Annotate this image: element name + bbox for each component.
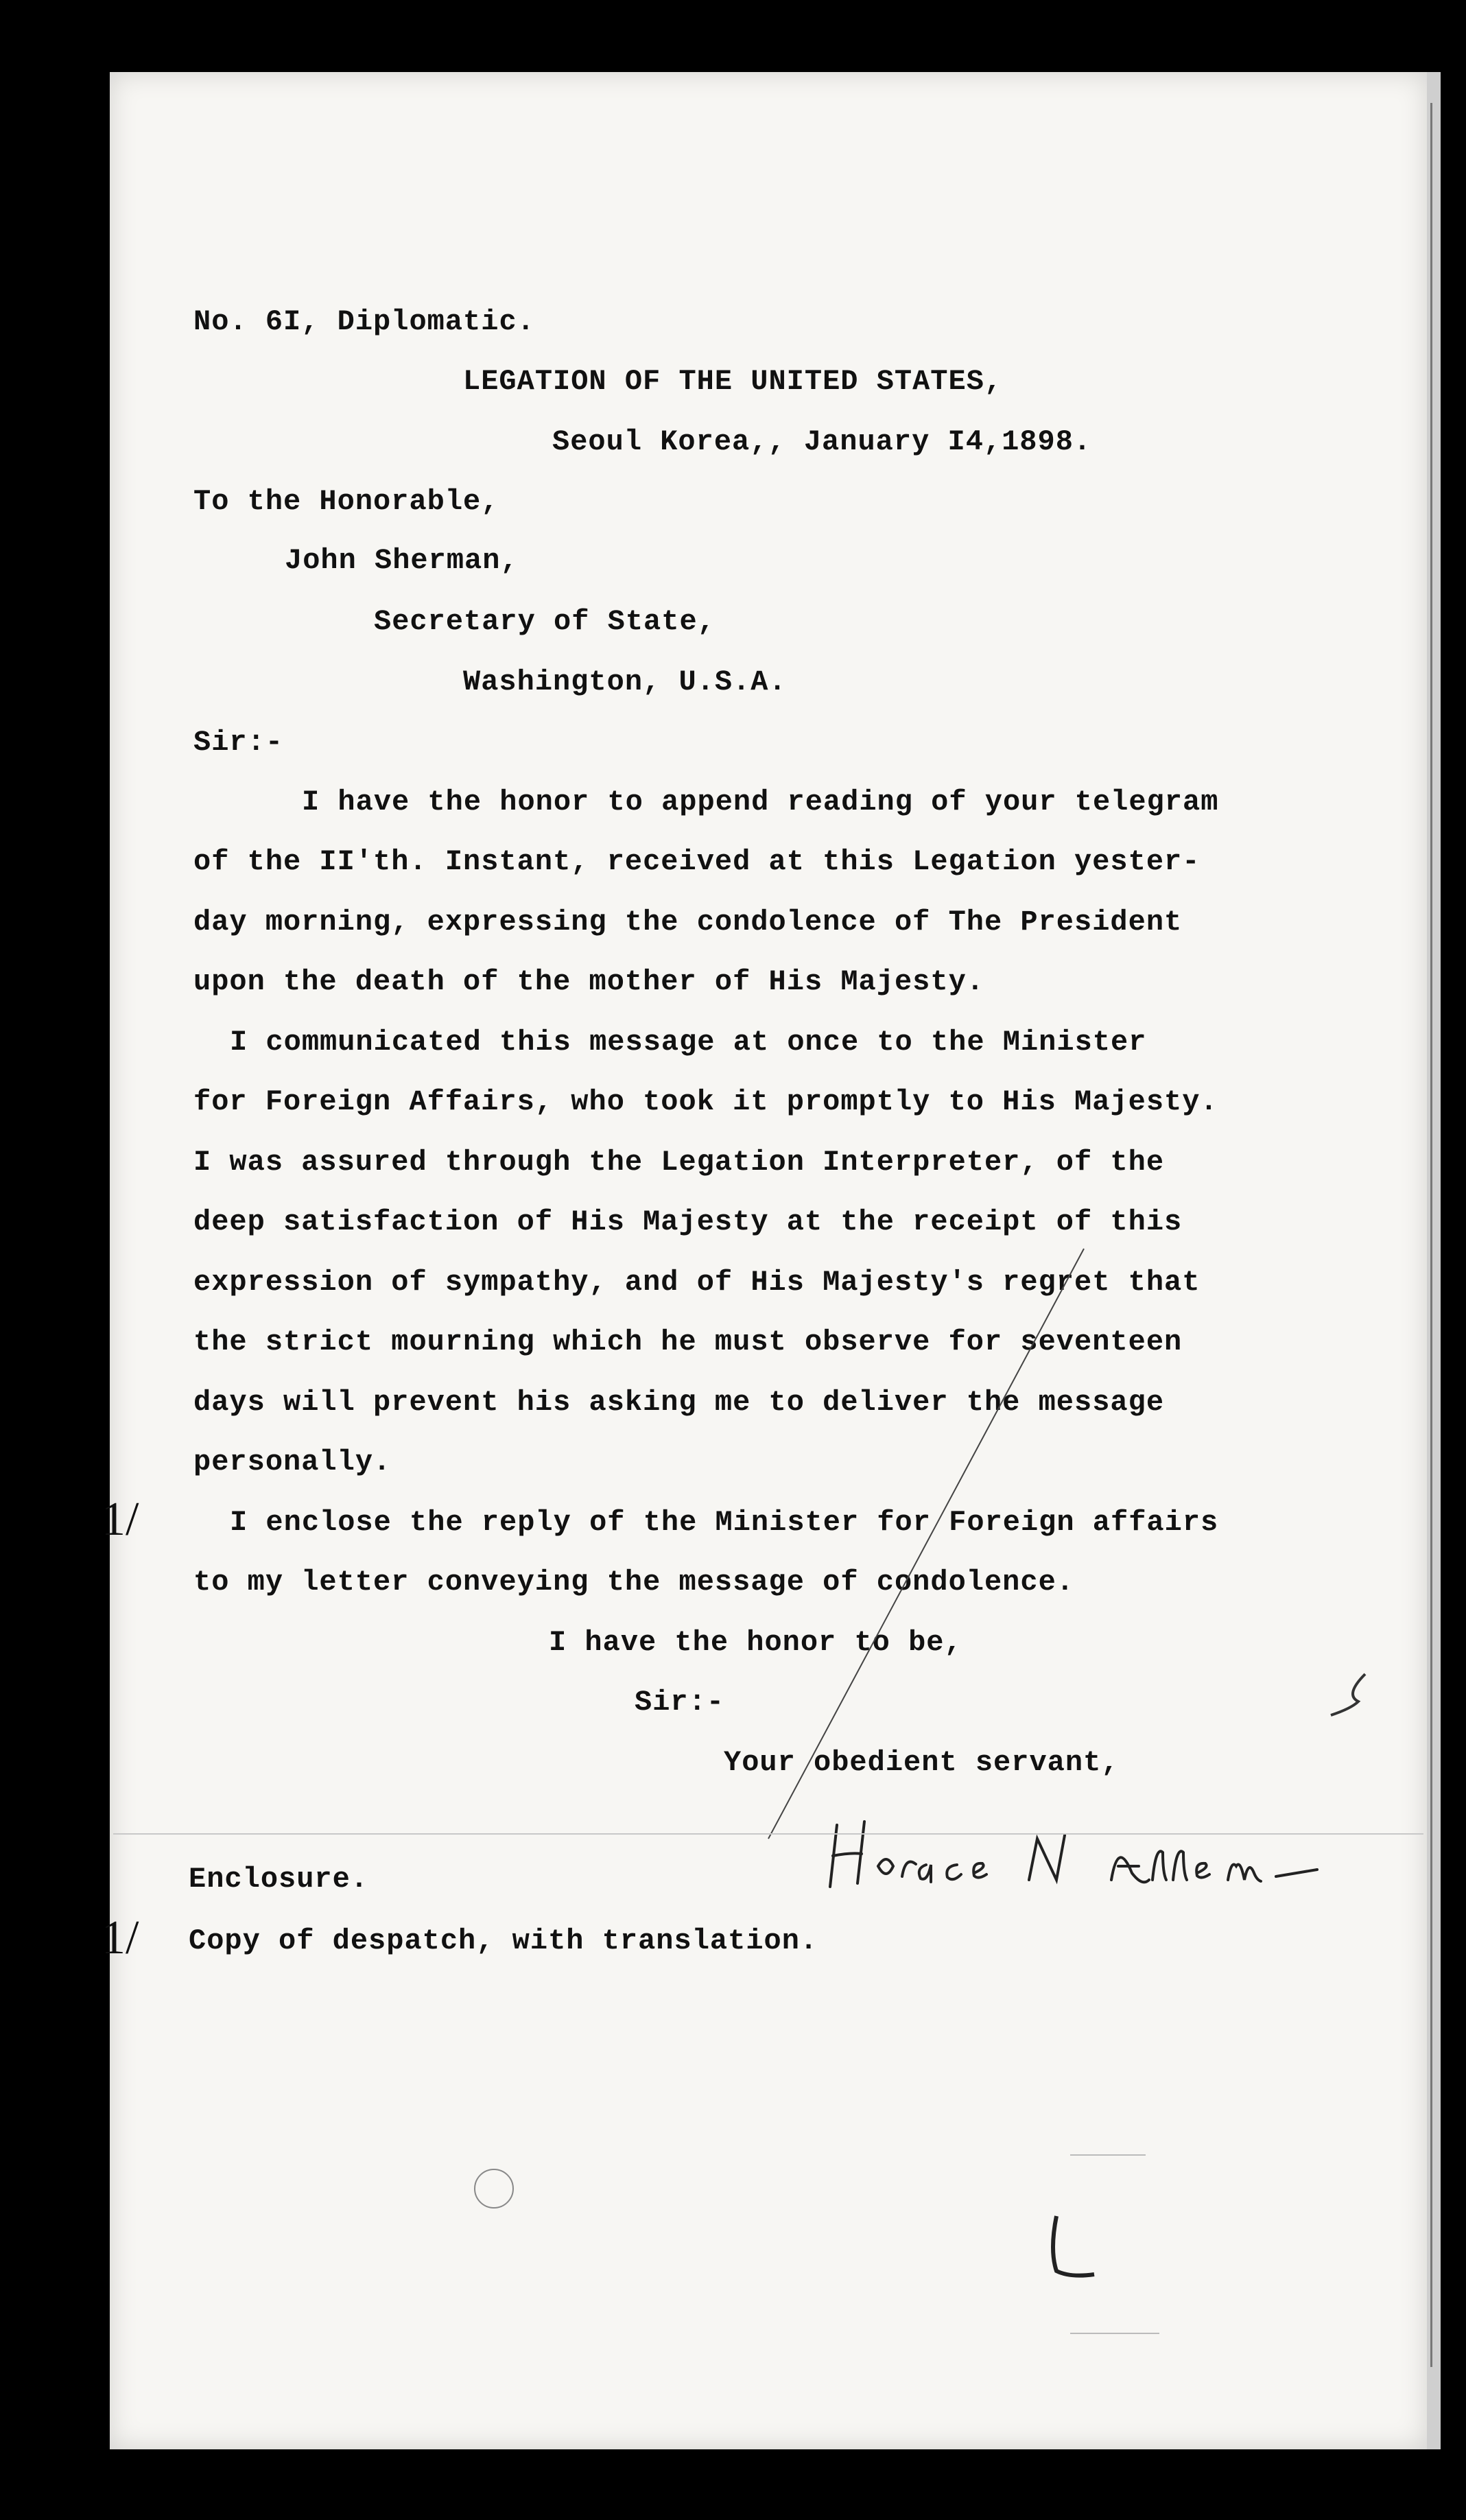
scan-line	[1070, 2333, 1159, 2334]
page-edge-line	[1430, 103, 1432, 2367]
legation-heading: LEGATION OF THE UNITED STATES,	[463, 365, 1003, 398]
scan-line	[113, 1833, 1423, 1835]
despatch-number: No. 6I, Diplomatic.	[193, 305, 535, 338]
body-line: I was assured through the Legation Interpreter, of the	[193, 1146, 1165, 1179]
closing-line: Your obedient servant,	[724, 1746, 1120, 1779]
addressee-line: To the Honorable,	[193, 485, 499, 518]
stray-circle	[466, 2161, 521, 2216]
enclosure-heading: Enclosure.	[189, 1863, 369, 1896]
addressee-line: Secretary of State,	[374, 605, 716, 638]
body-line: I communicated this message at once to the Minister	[230, 1026, 1147, 1059]
body-line: for Foreign Affairs, who took it promptly to His Majesty.	[193, 1085, 1218, 1118]
body-line: expression of sympathy, and of His Majesty's regret that	[193, 1266, 1201, 1299]
salutation: Sir:-	[193, 726, 284, 759]
enclosure-item: Copy of despatch, with translation.	[189, 1924, 818, 1957]
corner-mark	[1043, 2209, 1104, 2285]
body-line: days will prevent his asking me to deliver the message	[193, 1386, 1165, 1419]
body-line: I enclose the reply of the Minister for Foreign affairs	[230, 1506, 1219, 1539]
body-line: personally.	[193, 1446, 392, 1479]
enclosure-margin-mark: 1/	[102, 1493, 139, 1546]
margin-check-mark	[1324, 1667, 1379, 1729]
place-date: Seoul Korea,, January I4,1898.	[552, 425, 1092, 458]
body-line: to my letter conveying the message of condolence.	[193, 1566, 1075, 1599]
addressee-line: John Sherman,	[285, 544, 519, 577]
body-line: the strict mourning which he must observe for seventeen	[193, 1326, 1183, 1358]
diagonal-pencil-line	[755, 1235, 1098, 1852]
closing-line: I have the honor to be,	[549, 1626, 962, 1659]
body-line: day morning, expressing the condolence of The President	[193, 906, 1183, 939]
body-line: upon the death of the mother of His Majesty.	[193, 965, 984, 998]
body-line: of the II'th. Instant, received at this Legation yester-	[193, 845, 1201, 878]
scan-line	[1070, 2154, 1146, 2156]
body-line: I have the honor to append reading of your telegram	[302, 786, 1219, 819]
page-edge	[1427, 72, 1441, 2449]
addressee-line: Washington, U.S.A.	[463, 666, 787, 698]
closing-line: Sir:-	[635, 1686, 725, 1719]
body-line: deep satisfaction of His Majesty at the receipt of this	[193, 1205, 1183, 1238]
enclosure-margin-mark: 1/	[102, 1911, 139, 1964]
